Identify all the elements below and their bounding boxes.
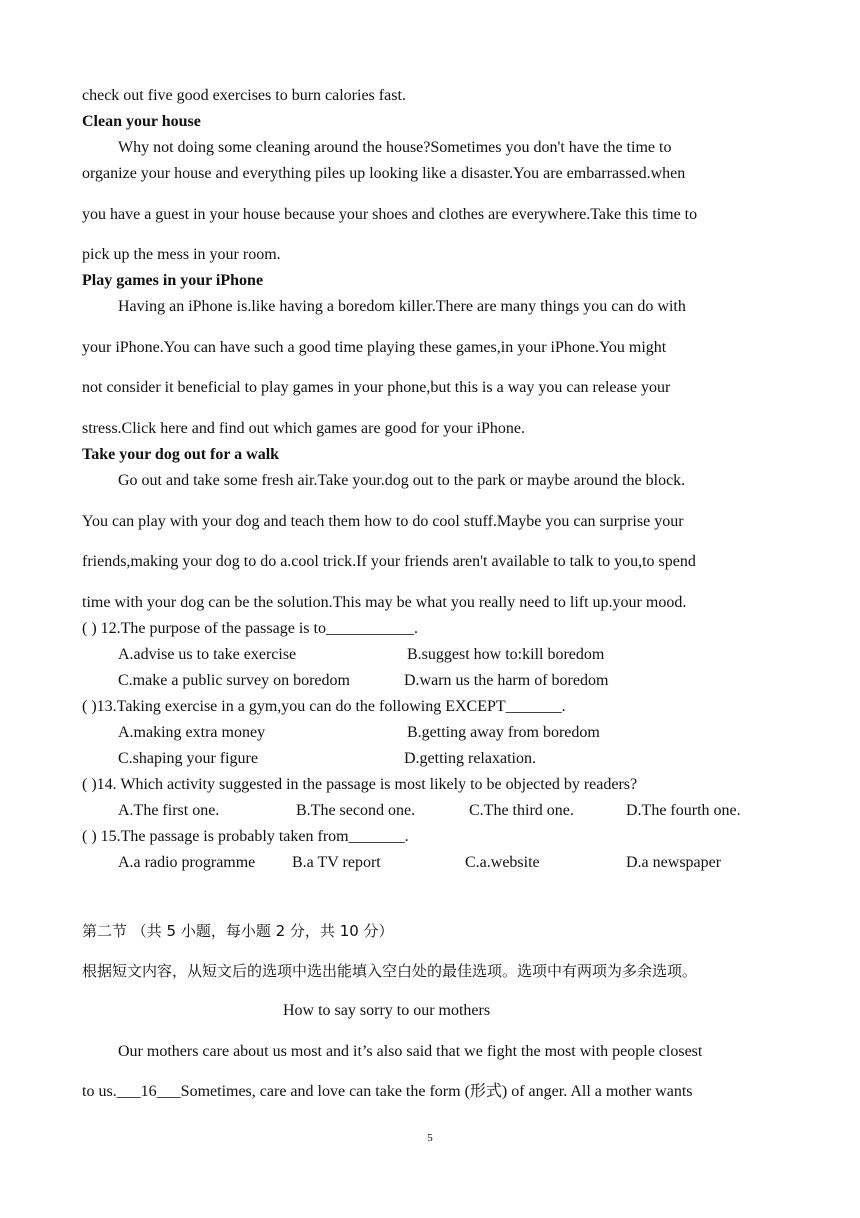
heading-play-games: Play games in your iPhone [82,272,264,289]
page-number: 5 [427,1132,433,1144]
paragraph-line: friends,making your dog to do a.cool trick.If your friends aren't available to talk to you,to spend [82,553,696,570]
paragraph-line: stress.Click here and find out which games are good for your iPhone. [82,420,526,437]
q14-option-c: C.The third one. [469,802,574,819]
q13-option-a: A.making extra money [118,724,266,741]
paragraph-line: to us.___16___Sometimes, care and love can take the form (形式) of anger. All a mother wants [82,1083,693,1100]
q14-option-b: B.The second one. [296,802,416,819]
q15-option-a: A.a radio programme [118,854,256,871]
paragraph-line: organize your house and everything piles up looking like a disaster.You are embarrassed.when [82,165,686,182]
section2-instruction: 根据短文内容，从短文后的选项中选出能填入空白处的最佳选项。选项中有两项为多余选项。 [82,962,698,980]
q12-option-c: C.make a public survey on boredom [118,672,350,689]
paragraph-line: your iPhone.You can have such a good time playing these games,in your iPhone.You might [82,339,667,356]
paragraph-line: Having an iPhone is.like having a boredom killer.There are many things you can do with [118,298,686,315]
paragraph-line: Go out and take some fresh air.Take your.dog out to the park or maybe around the block. [118,472,686,489]
q12-option-d: D.warn us the harm of boredom [404,672,609,689]
paragraph-line: not consider it beneficial to play games in your phone,but this is a way you can release your [82,379,671,396]
question-12: ( ) 12.The purpose of the passage is to___________. [82,620,418,637]
paragraph-line: you have a guest in your house because your shoes and clothes are everywhere.Take this time to [82,206,698,223]
paragraph-line: time with your dog can be the solution.This may be what you really need to lift up.your mood. [82,594,687,611]
paragraph-line: pick up the mess in your room. [82,246,281,263]
q13-option-b: B.getting away from boredom [407,724,600,741]
q15-option-b: B.a TV report [292,854,381,871]
q15-option-c: C.a.website [465,854,540,871]
q12-option-b: B.suggest how to:kill boredom [407,646,605,663]
q15-option-d: D.a newspaper [626,854,722,871]
heading-take-dog-walk: Take your dog out for a walk [82,446,280,463]
section2-heading: 第二节 （共 5 小题，每小题 2 分，共 10 分） [82,922,394,940]
q13-option-d: D.getting relaxation. [404,750,536,767]
q14-option-a: A.The first one. [118,802,220,819]
passage-title: How to say sorry to our mothers [283,1002,491,1019]
paragraph-line: Our mothers care about us most and it’s also said that we fight the most with people closest [118,1043,703,1060]
heading-clean-your-house: Clean your house [82,113,201,130]
q14-option-d: D.The fourth one. [626,802,741,819]
question-14: ( )14. Which activity suggested in the passage is most likely to be objected by readers? [82,776,638,793]
paragraph-line: Why not doing some cleaning around the house?Sometimes you don't have the time to [118,139,672,156]
paragraph-line: You can play with your dog and teach them how to do cool stuff.Maybe you can surprise your [82,513,684,530]
q13-option-c: C.shaping your figure [118,750,258,767]
intro-line: check out five good exercises to burn calories fast. [82,87,406,104]
question-15: ( ) 15.The passage is probably taken from_______. [82,828,409,845]
question-13: ( )13.Taking exercise in a gym,you can do the following EXCEPT_______. [82,698,566,715]
q12-option-a: A.advise us to take exercise [118,646,297,663]
